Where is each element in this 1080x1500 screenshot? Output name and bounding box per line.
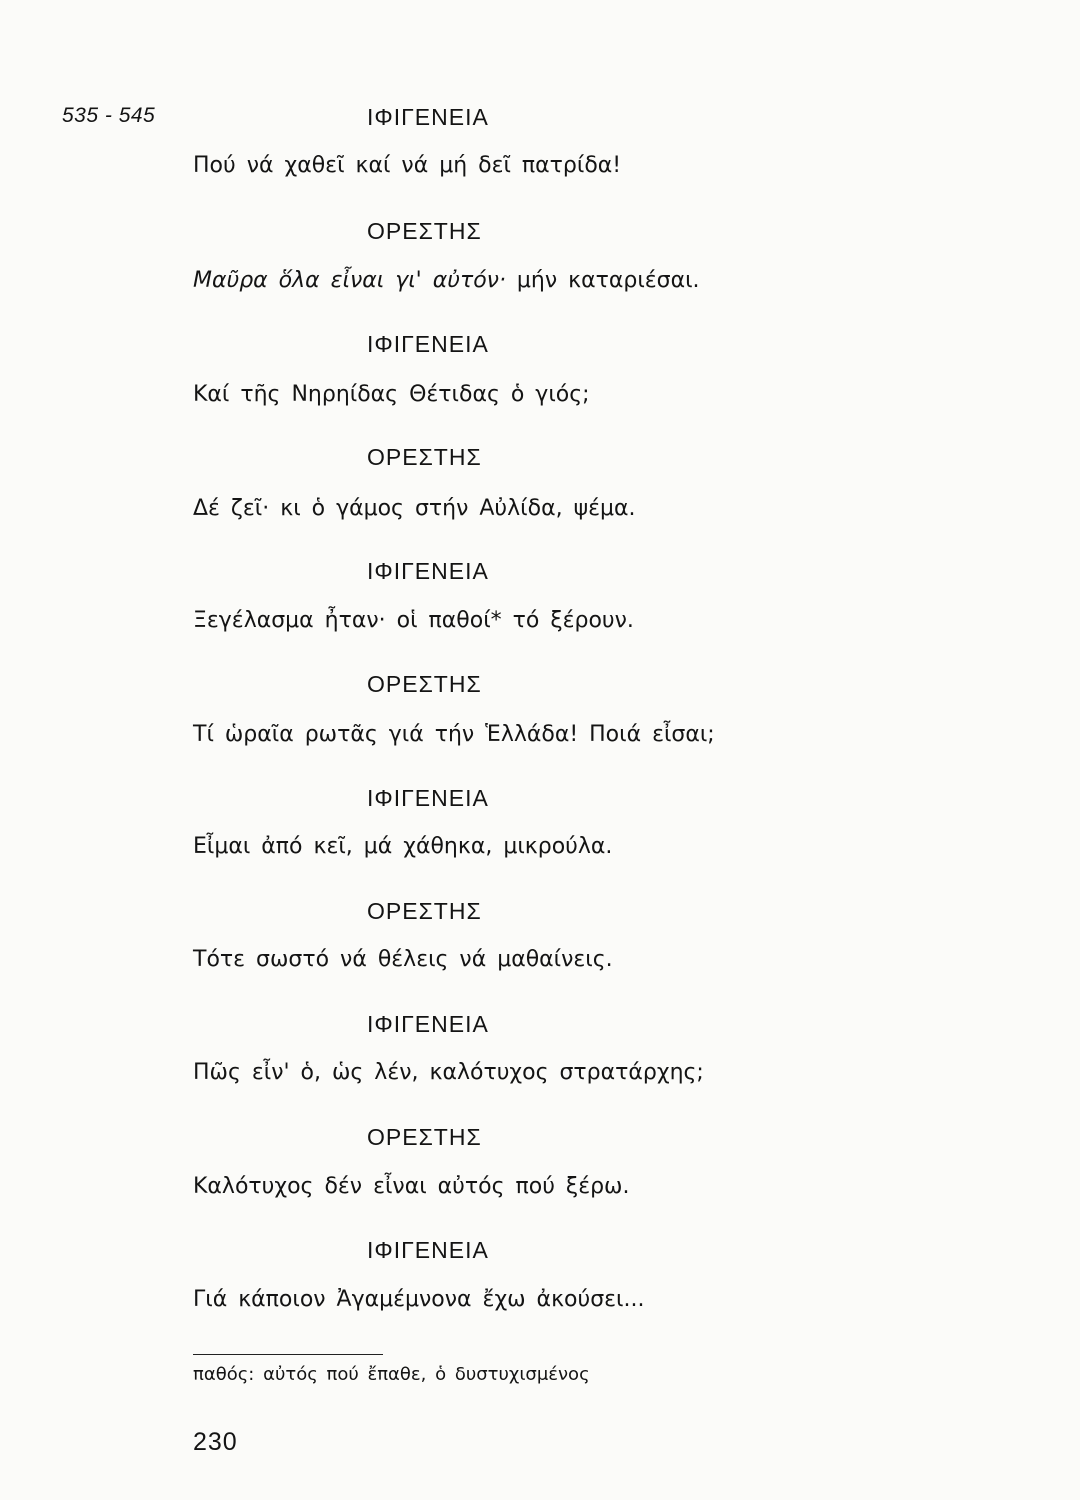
speaker-label: ΙΦΙΓΕΝΕΙΑ xyxy=(367,1011,489,1037)
verse-line: Καί τῆς Νηρηίδας Θέτιδας ὁ γιός; xyxy=(193,382,590,407)
footnote: παθός: αὐτός πού ἔπαθε, ὁ δυστυχισμένος xyxy=(193,1364,590,1385)
verse-line: Πού νά χαθεῖ καί νά μή δεῖ πατρίδα! xyxy=(193,153,622,178)
speaker-label: ΙΦΙΓΕΝΕΙΑ xyxy=(367,558,489,584)
speaker-label: ΟΡΕΣΤΗΣ xyxy=(367,898,482,924)
speaker-label: ΟΡΕΣΤΗΣ xyxy=(367,218,482,244)
verse-line: Εἶμαι ἀπό κεῖ, μά χάθηκα, μικρούλα. xyxy=(193,834,613,859)
verse-line: Γιά κάποιον Ἀγαμέμνονα ἔχω ἀκούσει... xyxy=(193,1287,645,1312)
speaker-label: ΙΦΙΓΕΝΕΙΑ xyxy=(367,785,489,811)
speaker-label: ΟΡΕΣΤΗΣ xyxy=(367,444,482,470)
line-range: 535 - 545 xyxy=(62,104,156,127)
footnote-rule xyxy=(193,1354,383,1355)
page-number: 230 xyxy=(193,1428,238,1456)
verse-part: μήν καταριέσαι. xyxy=(505,268,700,293)
speaker-label: ΙΦΙΓΕΝΕΙΑ xyxy=(367,331,489,357)
verse-italic-part: Μαῦρα ὅλα εἶναι γι' αὐτόν· xyxy=(193,268,506,293)
verse-line: Καλότυχος δέν εἶναι αὐτός πού ξέρω. xyxy=(193,1174,630,1199)
verse-line: Τότε σωστό νά θέλεις νά μαθαίνεις. xyxy=(193,947,613,972)
verse-line: Τί ὡραῖα ρωτᾶς γιά τήν Ἑλλάδα! Ποιά εἶσαι; xyxy=(193,722,715,747)
verse-line: Ξεγέλασμα ἦταν· οἱ παθοί* τό ξέρουν. xyxy=(193,608,634,633)
speaker-label: ΙΦΙΓΕΝΕΙΑ xyxy=(367,104,489,130)
verse-line xyxy=(193,266,700,296)
speaker-label: ΟΡΕΣΤΗΣ xyxy=(367,1124,482,1150)
speaker-label: ΟΡΕΣΤΗΣ xyxy=(367,671,482,697)
verse-line: Δέ ζεῖ· κι ὁ γάμος στήν Αὐλίδα, ψέμα. xyxy=(193,496,636,521)
verse-line: Πῶς εἶν' ὁ, ὡς λέν, καλότυχος στρατάρχης; xyxy=(193,1060,704,1085)
speaker-label: ΙΦΙΓΕΝΕΙΑ xyxy=(367,1237,489,1263)
